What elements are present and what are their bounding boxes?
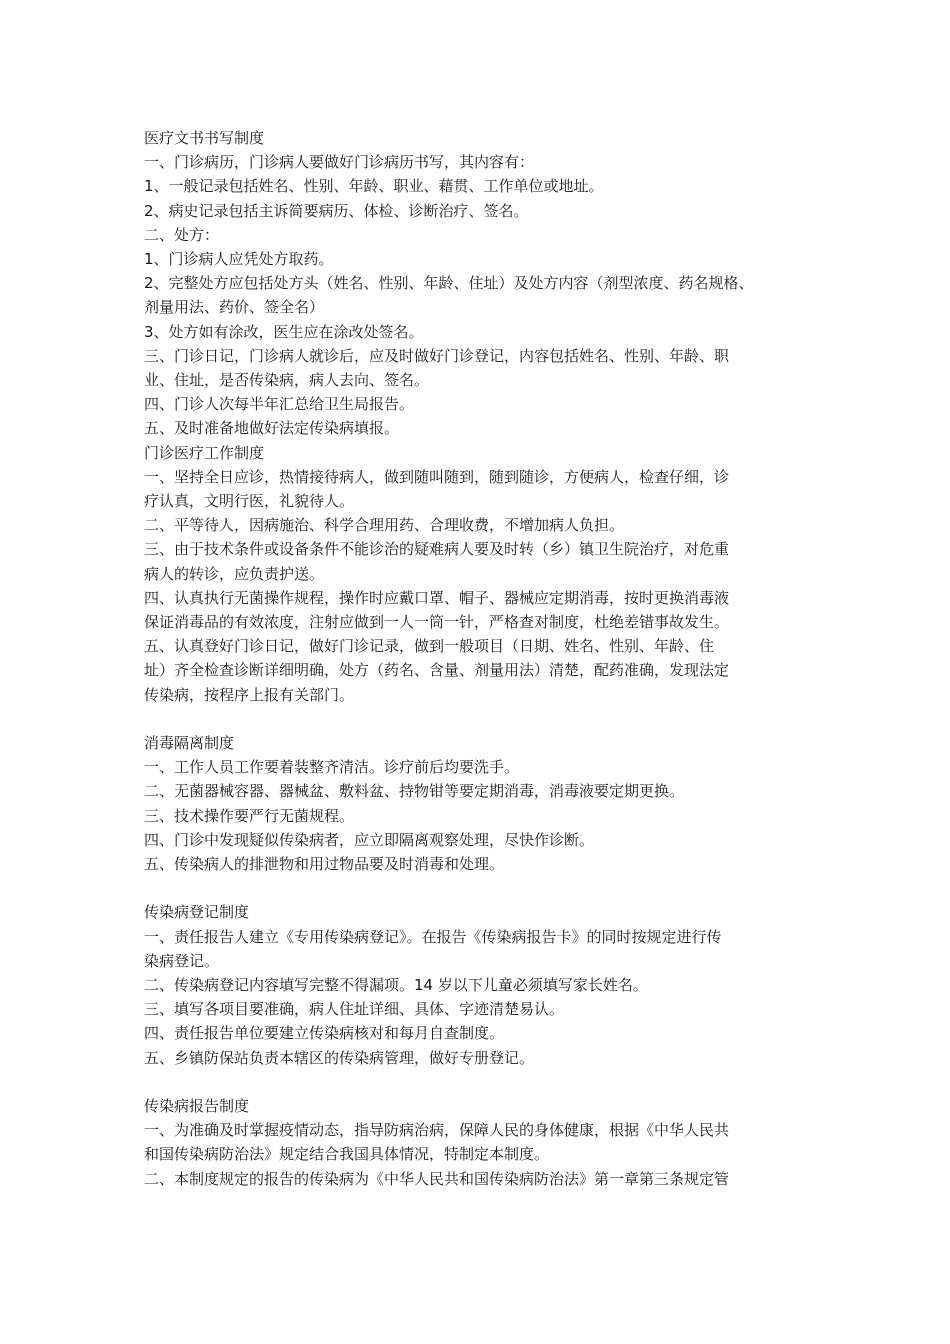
text-line: 一、门诊病历，门诊病人要做好门诊病历书写，其内容有： [144,153,535,172]
text-line: 三、技术操作要严行无菌规程。 [144,806,355,825]
text-line: 五、传染病人的排泄物和用过物品要及时消毒和处理。 [144,855,505,874]
text-line: 传染病登记制度 [144,903,250,922]
text-line: 病人的转诊，应负责护送。 [144,564,325,583]
text-line: 一、责任报告人建立《专用传染病登记》。在报告《传染病报告卡》的同时按规定进行传 [144,927,722,946]
text-line: 四、门诊中发现疑似传染病者，应立即隔离观察处理，尽快作诊断。 [144,830,595,849]
text-line: 五、乡镇防保站负责本辖区的传染病管理，做好专册登记。 [144,1048,535,1067]
text-line: 染病登记。 [144,951,220,970]
text-line: 三、由于技术条件或设备条件不能诊治的疑难病人要及时转（乡）镇卫生院治疗，对危重 [144,540,730,559]
text-line: 四、认真执行无菌操作规程，操作时应戴口罩、帽子、器械应定期消毒，按时更换消毒液 [144,588,730,607]
text-line: 二、本制度规定的报告的传染病为《中华人民共和国传染病防治法》第一章第三条规定管 [144,1169,730,1188]
text-line: 二、无菌器械容器、器械盆、敷料盆、持物钳等要定期消毒，消毒液要定期更换。 [144,782,685,801]
text-line: 门诊医疗工作制度 [144,443,265,462]
text-line: 五、认真登好门诊日记，做好门诊记录，做到一般项目（日期、姓名、性别、年龄、住 [144,637,715,656]
text-line: 1、门诊病人应凭处方取药。 [144,250,334,269]
text-line: 消毒隔离制度 [144,734,235,753]
text-line: 二、传染病登记内容填写完整不得漏项。14 岁以下儿童必须填写家长姓名。 [144,976,648,995]
text-line: 三、填写各项目要准确，病人住址详细、具体、字迹清楚易认。 [144,1000,565,1019]
text-line: 2、病史记录包括主诉简要病历、体检、诊断治疗、签名。 [144,201,529,220]
text-line: 医疗文书书写制度 [144,129,265,147]
text-line: 四、门诊人次每半年汇总给卫生局报告。 [144,395,415,414]
blank-line [144,876,824,900]
text-line: 疗认真，文明行医，礼貌待人。 [144,492,355,511]
text-line: 二、处方： [144,225,220,244]
text-line: 业、住址，是否传染病，病人去向、签名。 [144,371,430,390]
text-line: 传染病报告制度 [144,1097,250,1116]
text-line: 和国传染病防治法》规定结合我国具体情况，特制定本制度。 [144,1145,550,1164]
blank-line [144,707,824,731]
text-line: 址）齐全检查诊断详细明确，处方（药名、含量、剂量用法）清楚，配药准确，发现法定 [144,661,730,680]
text-line: 2、完整处方应包括处方头（姓名、性别、年龄、住址）及处方内容（剂型浓度、药名规格、 [144,274,754,293]
text-line: 一、为准确及时掌握疫情动态，指导防病治病，保障人民的身体健康，根据《中华人民共 [144,1121,730,1140]
text-line: 1、一般记录包括姓名、性别、年龄、职业、藉贯、工作单位或地址。 [144,177,604,196]
text-line: 五、及时准备地做好法定传染病填报。 [144,419,400,438]
document-body [144,126,824,1191]
text-line: 二、平等待人，因病施治、科学合理用药、合理收费，不增加病人负担。 [144,516,625,535]
text-line: 三、门诊日记，门诊病人就诊后，应及时做好门诊登记，内容包括姓名、性别、年龄、职 [144,346,730,365]
text-line: 一、工作人员工作要着装整齐清洁。诊疗前后均要洗手。 [144,758,520,777]
text-line: 传染病，按程序上报有关部门。 [144,685,355,704]
blank-line [144,1070,824,1094]
text-line: 四、责任报告单位要建立传染病核对和每月自查制度。 [144,1024,505,1043]
text-line: 3、处方如有涂改，医生应在涂改处签名。 [144,322,424,341]
text-line: 一、坚持全日应诊，热情接待病人，做到随叫随到，随到随诊，方便病人，检查仔细，诊 [144,467,730,486]
text-line: 剂量用法、药价、签全名） [144,298,325,317]
text-line: 保证消毒品的有效浓度，注射应做到一人一筒一针，严格查对制度，杜绝差错事故发生。 [144,613,730,632]
